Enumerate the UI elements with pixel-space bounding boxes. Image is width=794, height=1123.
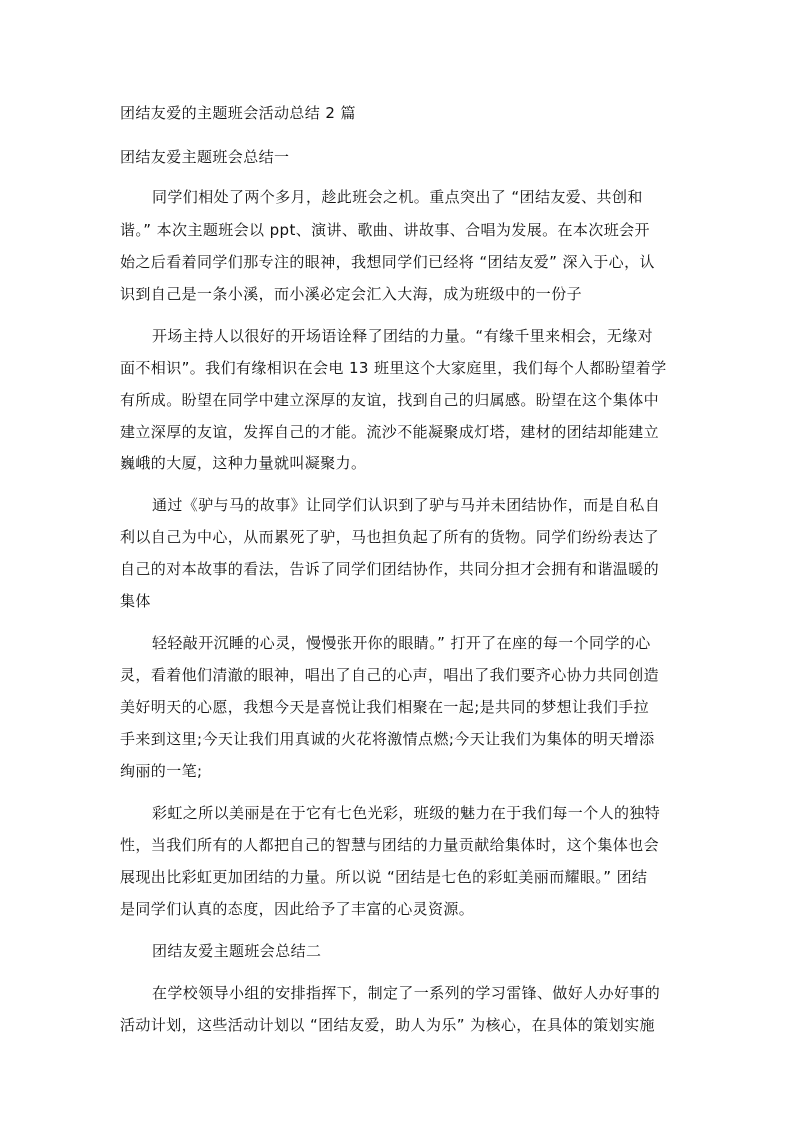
paragraph-line: 轻轻敲开沉睡的心灵，慢慢张开你的眼睛。” 打开了在座的每一个同学的心 <box>152 634 651 652</box>
paragraph-line: 手来到这里;今天让我们用真诚的火花将激情点燃;今天让我们为集体的明天增添 <box>120 730 655 748</box>
paragraph-line: 活动计划，这些活动计划以 “团结友爱，助人为乐” 为核心，在具体的策划实施 <box>120 1016 655 1034</box>
paragraph-line: 利以自己为中心，从而累死了驴，马也担负起了所有的货物。同学们纷纷表达了 <box>120 528 660 546</box>
paragraph-line: 性，当我们所有的人都把自己的智慧与团结的力量贡献给集体时，这个集体也会 <box>120 836 660 854</box>
paragraph-line: 开场主持人以很好的开场语诠释了团结的力量。“有缘千里来相会，无缘对 <box>152 327 653 345</box>
paragraph-line: 美好明天的心愿，我想今天是喜悦让我们相聚在一起;是共同的梦想让我们手拉 <box>120 698 650 716</box>
paragraph-line: 集体 <box>120 592 151 610</box>
paragraph-line: 建立深厚的友谊，发挥自己的才能。流沙不能凝聚成灯塔，建材的团结却能建立 <box>120 423 660 441</box>
paragraph-line: 是同学们认真的态度，因此给予了丰富的心灵资源。 <box>120 900 475 918</box>
paragraph-line: 灵，看着他们清澈的眼神，唱出了自己的心声，唱出了我们要齐心协力共同创造 <box>120 666 660 684</box>
paragraph-line: 识到自己是一条小溪，而小溪必定会汇入大海，成为班级中的一份子 <box>120 285 583 303</box>
document-title: 团结友爱的主题班会活动总结 2 篇 <box>120 104 356 122</box>
paragraph-line: 通过《驴与马的故事》让同学们认识到了驴与马并未团结协作，而是自私自 <box>152 496 661 514</box>
paragraph-line: 彩虹之所以美丽是在于它有七色光彩，班级的魅力在于我们每一个人的独特 <box>152 804 661 822</box>
paragraph-line: 谐。” 本次主题班会以 ppt、演讲、歌曲、讲故事、合唱为发展。在本次班会开 <box>120 221 650 239</box>
paragraph-line: 在学校领导小组的安排指挥下，制定了一系列的学习雷锋、做好人办好事的 <box>152 984 661 1002</box>
section-heading: 团结友爱主题班会总结二 <box>152 942 322 960</box>
paragraph-line: 自己的对本故事的看法，告诉了同学们团结协作，共同分担才会拥有和谐温暖的 <box>120 560 660 578</box>
paragraph-line: 巍峨的大厦，这种力量就叫凝聚力。 <box>120 454 367 472</box>
paragraph-line: 有所成。盼望在同学中建立深厚的友谊，找到自己的归属感。盼望在这个集体中 <box>120 391 660 409</box>
paragraph-line: 同学们相处了两个多月，趁此班会之机。重点突出了 “团结友爱、共创和 <box>152 188 643 206</box>
paragraph-line: 面不相识”。我们有缘相识在会电 13 班里这个大家庭里，我们每个人都盼望着学 <box>120 359 667 377</box>
paragraph-line: 始之后看着同学们那专注的眼神，我想同学们已经将 “团结友爱” 深入于心，认 <box>120 253 655 271</box>
paragraph-line: 绚丽的一笔; <box>120 762 203 780</box>
section-heading: 团结友爱主题班会总结一 <box>120 148 290 166</box>
paragraph-line: 展现出比彩虹更加团结的力量。所以说 “团结是七色的彩虹美丽而耀眼。” 团结 <box>120 868 648 886</box>
